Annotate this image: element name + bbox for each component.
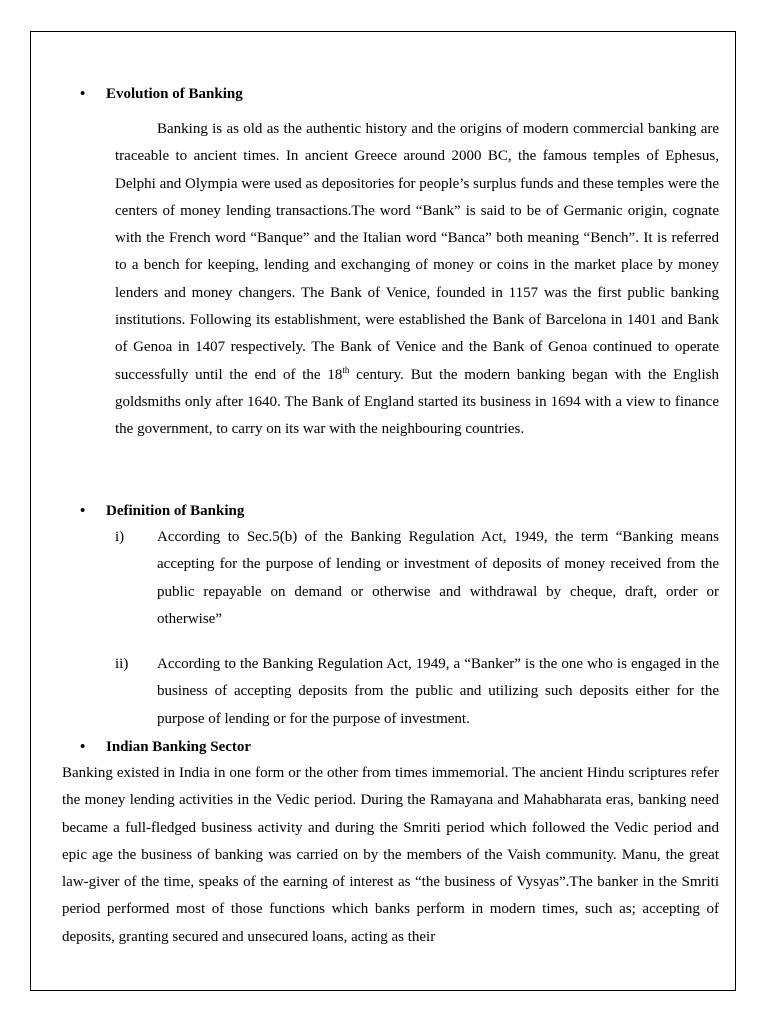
section-heading-indian-banking [80,737,251,757]
definition-item-2 [115,651,719,733]
indian-banking-paragraph: Banking existed in India in one form or the other from times immemorial. The ancient Hindu scriptures refer the money lending activities in the Vedic period. During the Ramayana and Mahabharata eras, banking need became a full-fledged business activity and during the Smriti period which followed the Vedic period and epic age the business of banking was carried on by the members of the Vaish community. Manu, the great law-giver of the time, speaks of the earning of interest as “the business of Vysyas”.The banker in the Smriti period performed most of those functions which banks perform in modern times, such as; accepting of deposits, granting secured and unsecured loans, acting as their [62,765,719,945]
list-number: ii) [115,656,129,672]
definition-item-1 [115,524,719,633]
heading-text: Indian Banking Sector [106,739,252,755]
heading-text: Evolution of Banking [106,86,243,102]
heading-text: Definition of Banking [106,503,245,519]
bullet-icon: • [80,739,86,755]
list-item-text: According to the Banking Regulation Act, 1949, a “Banker” is the one who is engaged in the business of accepting deposits from the public and utilizing such deposits either for the purpose of lending or for the purpose of investment. [157,656,719,727]
bullet-icon: • [80,503,86,519]
superscript: th [342,364,350,375]
list-item-text: According to Sec.5(b) of the Banking Regulation Act, 1949, the term “Banking means accepting for the purpose of lending or investment of deposits of money received from the public repayable on demand or otherwise and withdrawal by cheque, draft, order or otherwise” [157,529,719,627]
section-heading-evolution [80,84,243,104]
list-number: i) [115,529,125,545]
bullet-icon: • [80,86,86,102]
paragraph-text-part-a: Banking is as old as the authentic history and the origins of modern commercial banking are traceable to ancient times. In ancient Greece around 2000 BC, the famous temples of Ephesus, Delphi and Olympia were used as depositories for people’s surplus funds and these temples were the centers of money lending transactions.The word “Bank” is said to be of Germanic origin, cognate with the French word “Banque” and the Italian word “Banca” both meaning “Bench”. It is referred to a bench for keeping, lending and exchanging of money or coins in the market place by money lenders and money changers. The Bank of Venice, founded in 1157 was the first public banking institutions. Following its establishment, were established the Bank of Barcelona in 1401 and Bank of Genoa in 1407 respectively. The Bank of Venice and the Bank of Genoa continued to operate successfully until the end of the 18 [115,121,719,383]
evolution-paragraph [115,116,719,444]
paragraph-text-part-b: century. But the modern banking began with the English goldsmiths only after 1640. The Bank of England started its business in 1694 with a view to finance the government, to carry on its war with the neighbouring countries. [115,366,720,438]
section-heading-definition [80,501,244,521]
